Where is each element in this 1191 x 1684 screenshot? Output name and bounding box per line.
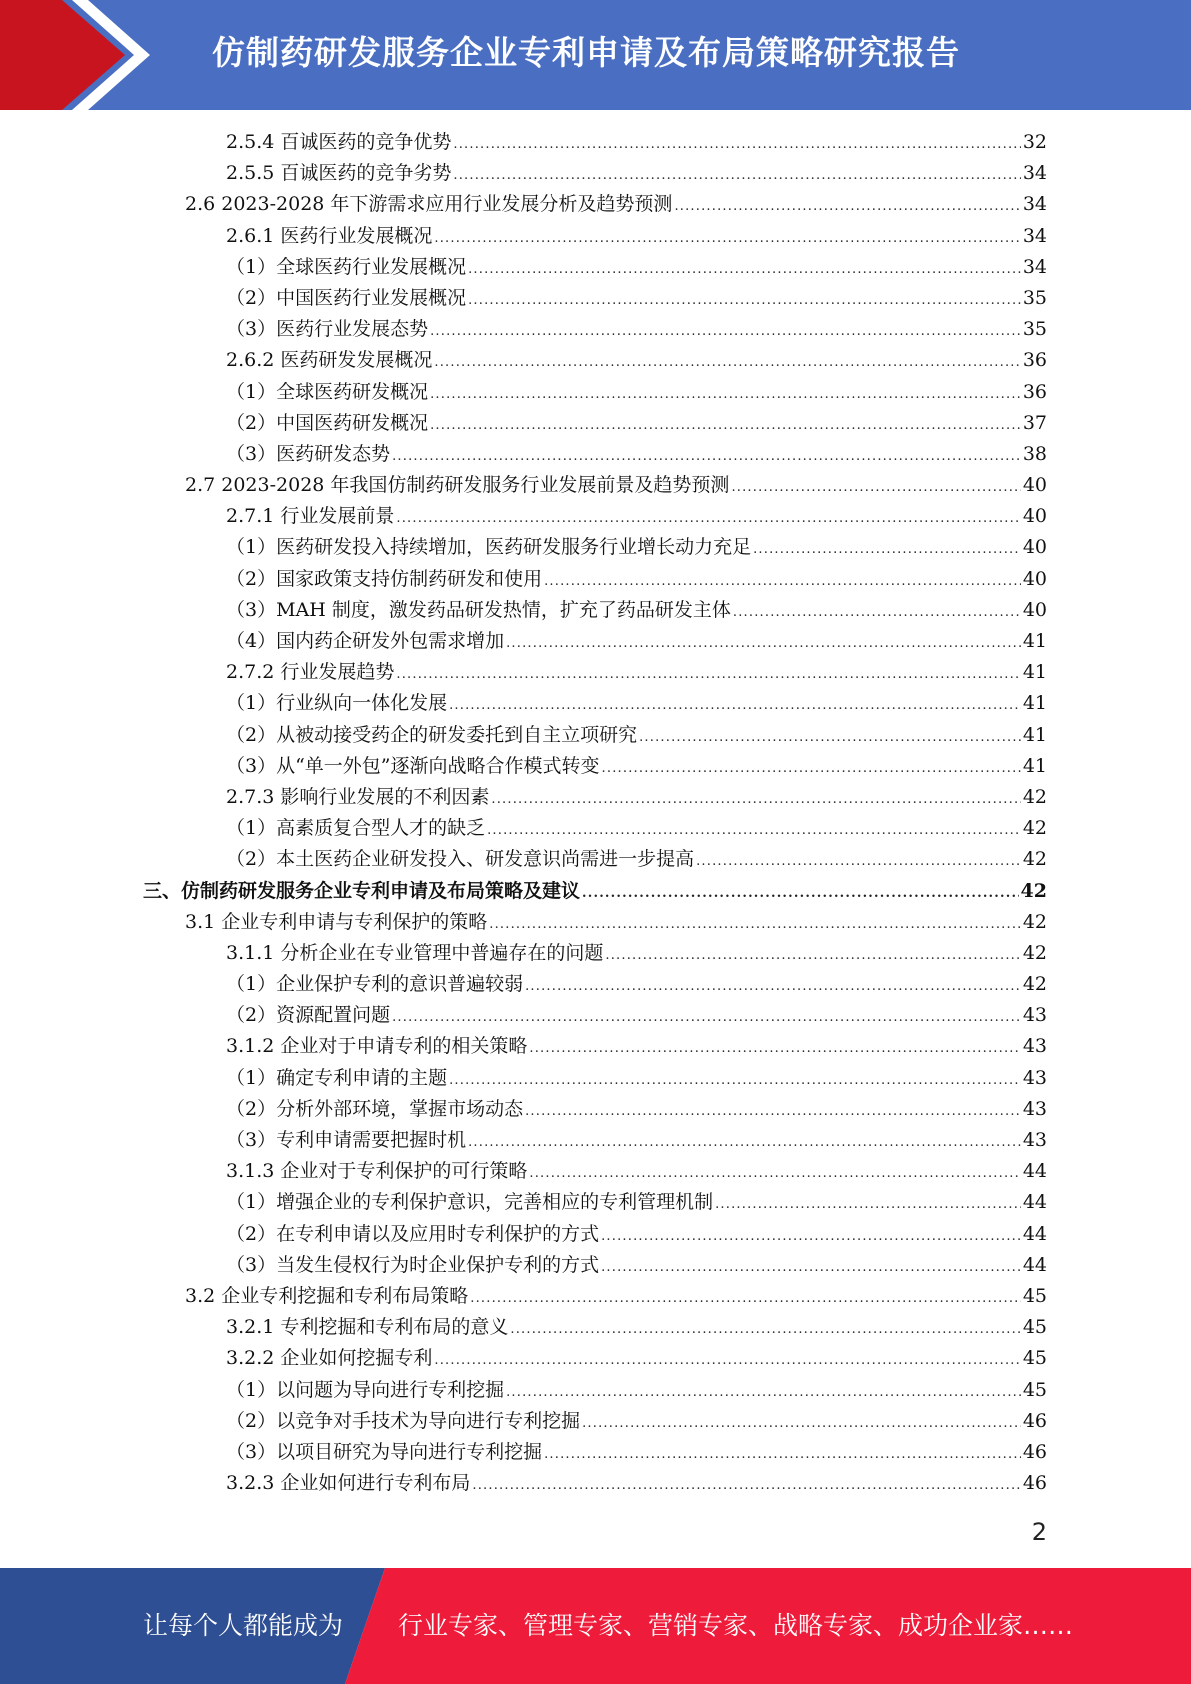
toc-entry[interactable] (0, 1156, 1191, 1187)
page-header (0, 0, 1191, 110)
toc-entry-page: 42 (1022, 848, 1047, 871)
toc-entry-page: 44 (1022, 1253, 1047, 1276)
toc-entry-label: （2）中国医药行业发展概况 (226, 286, 467, 309)
toc-entry-label: 2.5.4 百诚医药的竞争优势 (226, 131, 452, 153)
toc-entry[interactable] (0, 595, 1191, 626)
dot-leader (605, 940, 1020, 971)
toc-entry-page: 45 (1022, 1316, 1047, 1339)
toc-entry-page: 40 (1022, 536, 1047, 559)
toc-entry[interactable] (0, 1000, 1191, 1031)
toc-entry-label: （3）当发生侵权行为时企业保护专利的方式 (226, 1253, 600, 1276)
dot-leader (430, 316, 1021, 347)
toc-entry[interactable] (0, 688, 1191, 719)
dot-leader (529, 1033, 1020, 1064)
toc-entry-page: 42 (1022, 941, 1047, 964)
toc-entry[interactable] (0, 1281, 1191, 1312)
dot-leader (453, 160, 1020, 191)
toc-entry-page: 41 (1022, 630, 1047, 652)
dot-leader (449, 1065, 1021, 1096)
toc-entry-label: 3.1.1 分析企业在专业管理中普遍存在的问题 (226, 941, 604, 964)
toc-entry-page: 42 (1020, 879, 1047, 902)
toc-entry[interactable] (0, 1375, 1191, 1406)
toc-entry-page: 45 (1022, 1347, 1047, 1370)
toc-entry[interactable] (0, 1219, 1191, 1250)
toc-entry-label: 2.7.3 影响行业发展的不利因素 (226, 785, 490, 808)
toc-entry-label: 3.2.1 专利挖掘和专利布局的意义 (226, 1316, 509, 1339)
toc-entry-page: 46 (1022, 1440, 1047, 1463)
dot-leader (392, 441, 1021, 472)
toc-entry-page: 32 (1022, 131, 1047, 153)
toc-entry-label: 3.1 企业专利申请与专利保护的策略 (185, 910, 488, 933)
dot-leader (733, 597, 1021, 628)
toc-entry[interactable] (0, 158, 1191, 189)
toc-entry-page: 43 (1022, 1097, 1047, 1120)
toc-entry[interactable] (0, 1437, 1191, 1468)
toc-entry[interactable] (0, 1343, 1191, 1374)
toc-entry-label: （1）行业纵向一体化发展 (226, 692, 448, 715)
toc-entry-page: 35 (1022, 286, 1047, 309)
toc-entry[interactable] (0, 969, 1191, 1000)
table-of-contents (0, 127, 1191, 1499)
toc-entry[interactable] (0, 876, 1191, 907)
toc-entry-label: 3.1.3 企业对于专利保护的可行策略 (226, 1160, 528, 1183)
toc-entry-page: 44 (1022, 1160, 1047, 1183)
toc-entry[interactable] (0, 938, 1191, 969)
toc-entry-page: 43 (1022, 1035, 1047, 1058)
toc-entry-page: 40 (1022, 474, 1047, 497)
toc-entry[interactable] (0, 1406, 1191, 1437)
toc-entry-page: 34 (1022, 255, 1047, 278)
toc-entry-page: 46 (1022, 1409, 1047, 1432)
toc-entry-page: 37 (1022, 411, 1047, 434)
dot-leader (430, 410, 1021, 441)
toc-entry-label: 3.1.2 企业对于申请专利的相关策略 (226, 1035, 528, 1058)
toc-entry-page: 38 (1022, 442, 1047, 465)
toc-entry[interactable] (0, 720, 1191, 751)
toc-entry-label: （3）从“单一外包”逐渐向战略合作模式转变 (226, 754, 600, 777)
report-title: 仿制药研发服务企业专利申请及布局策略研究报告 (212, 33, 960, 72)
toc-entry[interactable] (0, 564, 1191, 595)
toc-entry-page: 41 (1022, 723, 1047, 746)
toc-entry-label: （1）增强企业的专利保护意识，完善相应的专利管理机制 (226, 1191, 714, 1214)
toc-entry[interactable] (0, 1468, 1191, 1499)
toc-entry-label: （1）企业保护专利的意识普遍较弱 (226, 973, 524, 996)
dot-leader (430, 379, 1021, 410)
dot-leader (470, 1283, 1021, 1314)
toc-entry[interactable] (0, 252, 1191, 283)
toc-entry-page: 36 (1022, 349, 1047, 372)
toc-entry-label: 2.7.2 行业发展趋势 (226, 661, 395, 684)
toc-entry-page: 34 (1022, 224, 1047, 247)
toc-entry-page: 41 (1022, 754, 1047, 777)
dot-leader (674, 191, 1020, 222)
toc-entry[interactable] (0, 221, 1191, 252)
dot-leader (468, 285, 1021, 316)
dot-leader (510, 1314, 1020, 1345)
toc-entry[interactable] (0, 283, 1191, 314)
toc-entry[interactable] (0, 439, 1191, 470)
dot-leader (525, 1096, 1021, 1127)
dot-leader (544, 1439, 1021, 1470)
toc-entry-label: （1）确定专利申请的主题 (226, 1066, 448, 1089)
dot-leader (396, 503, 1020, 534)
toc-entry[interactable] (0, 1250, 1191, 1281)
toc-entry[interactable] (0, 501, 1191, 532)
toc-entry[interactable] (0, 782, 1191, 813)
toc-entry-page: 40 (1022, 567, 1047, 590)
toc-entry-label: 2.7.1 行业发展前景 (226, 505, 395, 528)
toc-entry[interactable] (0, 532, 1191, 563)
toc-entry-page: 44 (1022, 1222, 1047, 1245)
toc-entry-label: （2）在专利申请以及应用时专利保护的方式 (226, 1222, 600, 1245)
toc-entry-label: （1）全球医药行业发展概况 (226, 255, 467, 278)
toc-entry-page: 45 (1022, 1378, 1047, 1401)
toc-entry-page: 41 (1022, 661, 1047, 684)
toc-entry-label: （3）MAH 制度，激发药品研发热情，扩充了药品研发主体 (226, 598, 731, 621)
toc-entry[interactable] (0, 626, 1191, 657)
toc-entry[interactable] (0, 127, 1191, 158)
toc-entry-label: （1）以问题为导向进行专利挖掘 (226, 1378, 505, 1401)
dot-leader (392, 1002, 1021, 1033)
dot-leader (582, 878, 1019, 909)
toc-entry-page: 42 (1022, 785, 1047, 808)
dot-leader (453, 129, 1020, 160)
toc-entry-label: （2）资源配置问题 (226, 1004, 391, 1027)
toc-entry-page: 42 (1022, 973, 1047, 996)
dot-leader (639, 722, 1021, 753)
dot-leader (472, 1470, 1020, 1501)
toc-entry[interactable] (0, 377, 1191, 408)
toc-entry-label: （3）专利申请需要把握时机 (226, 1129, 467, 1151)
toc-entry-page: 42 (1022, 817, 1047, 840)
toc-entry[interactable] (0, 907, 1191, 938)
toc-entry-label: 3.2.2 企业如何挖掘专利 (226, 1347, 433, 1370)
toc-entry-label: （1）医药研发投入持续增加，医药研发服务行业增长动力充足 (226, 536, 752, 559)
dot-leader (396, 659, 1020, 690)
toc-entry[interactable] (0, 751, 1191, 782)
toc-entry[interactable] (0, 189, 1191, 220)
dot-leader (544, 566, 1021, 597)
dot-leader (434, 347, 1020, 378)
toc-entry-page: 36 (1022, 380, 1047, 403)
dot-leader (434, 1345, 1020, 1376)
dot-leader (489, 909, 1021, 940)
toc-entry-label: 2.7 2023-2028 年我国仿制药研发服务行业发展前景及趋势预测 (185, 474, 730, 497)
toc-entry-page: 42 (1022, 910, 1047, 933)
dot-leader (525, 971, 1021, 1002)
dot-leader (715, 1189, 1021, 1220)
toc-entry-page: 46 (1022, 1472, 1047, 1495)
toc-entry-label: 2.5.5 百诚医药的竞争劣势 (226, 162, 452, 185)
dot-leader (506, 628, 1021, 659)
toc-entry[interactable] (0, 657, 1191, 688)
toc-entry[interactable] (0, 314, 1191, 345)
toc-entry[interactable] (0, 1063, 1191, 1094)
toc-entry-page: 43 (1022, 1004, 1047, 1027)
toc-entry[interactable] (0, 1312, 1191, 1343)
dot-leader (487, 815, 1021, 846)
toc-entry-label: （3）医药行业发展态势 (226, 318, 429, 341)
toc-entry[interactable] (0, 1094, 1191, 1125)
dot-leader (468, 254, 1021, 285)
dot-leader (696, 846, 1021, 877)
dot-leader (434, 223, 1020, 254)
toc-entry-page: 45 (1022, 1284, 1047, 1307)
toc-entry-label: （2）分析外部环境，掌握市场动态 (226, 1097, 524, 1120)
toc-entry-label: （2）本土医药企业研发投入、研发意识尚需进一步提高 (226, 848, 695, 871)
page-footer (0, 1568, 1191, 1684)
dot-leader (582, 1408, 1021, 1439)
page-number: 2 (1031, 1518, 1047, 1546)
dot-leader (601, 1221, 1021, 1252)
toc-entry[interactable] (0, 1187, 1191, 1218)
footer-slogan-right: 行业专家、管理专家、营销专家、战略专家、成功企业家…… (398, 1611, 1074, 1640)
toc-entry-page: 34 (1022, 193, 1047, 216)
toc-entry-page: 35 (1022, 318, 1047, 341)
dot-leader (731, 472, 1020, 503)
toc-entry[interactable] (0, 844, 1191, 875)
toc-entry-label: 3.2 企业专利挖掘和专利布局策略 (185, 1284, 469, 1307)
toc-entry-label: （2）中国医药研发概况 (226, 411, 429, 434)
toc-entry[interactable] (0, 345, 1191, 376)
toc-entry-label: （4）国内药企研发外包需求增加 (226, 630, 505, 652)
toc-entry[interactable] (0, 813, 1191, 844)
toc-entry[interactable] (0, 1125, 1191, 1156)
toc-entry-label: 三、仿制药研发服务企业专利申请及布局策略及建议 (143, 879, 581, 902)
toc-entry-page: 44 (1022, 1191, 1047, 1214)
toc-entry-label: （1）高素质复合型人才的缺乏 (226, 817, 486, 840)
toc-entry-label: （2）以竞争对手技术为导向进行专利挖掘 (226, 1409, 581, 1432)
toc-entry[interactable] (0, 408, 1191, 439)
toc-entry-page: 43 (1022, 1129, 1047, 1151)
dot-leader (468, 1127, 1021, 1158)
dot-leader (602, 753, 1021, 784)
toc-entry-page: 34 (1022, 162, 1047, 185)
toc-entry-page: 40 (1022, 598, 1047, 621)
dot-leader (601, 1252, 1021, 1283)
toc-entry-label: （3）以项目研究为导向进行专利挖掘 (226, 1440, 543, 1463)
dot-leader (753, 534, 1021, 565)
toc-entry-label: （1）全球医药研发概况 (226, 380, 429, 403)
toc-entry-label: 3.2.3 企业如何进行专利布局 (226, 1472, 471, 1495)
toc-entry-label: 2.6.2 医药研发发展概况 (226, 349, 433, 372)
toc-entry-label: （3）医药研发态势 (226, 442, 391, 465)
toc-entry-label: 2.6 2023-2028 年下游需求应用行业发展分析及趋势预测 (185, 193, 673, 216)
toc-entry-page: 40 (1022, 505, 1047, 528)
dot-leader (449, 690, 1021, 721)
dot-leader (506, 1377, 1021, 1408)
toc-entry-label: 2.6.1 医药行业发展概况 (226, 224, 433, 247)
toc-entry-page: 41 (1022, 692, 1047, 715)
dot-leader (529, 1158, 1020, 1189)
toc-entry-label: （2）从被动接受药企的研发委托到自主立项研究 (226, 723, 638, 746)
toc-entry-label: （2）国家政策支持仿制药研发和使用 (226, 567, 543, 590)
dot-leader (491, 784, 1020, 815)
toc-entry[interactable] (0, 470, 1191, 501)
toc-entry[interactable] (0, 1031, 1191, 1062)
toc-entry-page: 43 (1022, 1066, 1047, 1089)
footer-slogan-left: 让每个人都能成为 (143, 1611, 344, 1640)
